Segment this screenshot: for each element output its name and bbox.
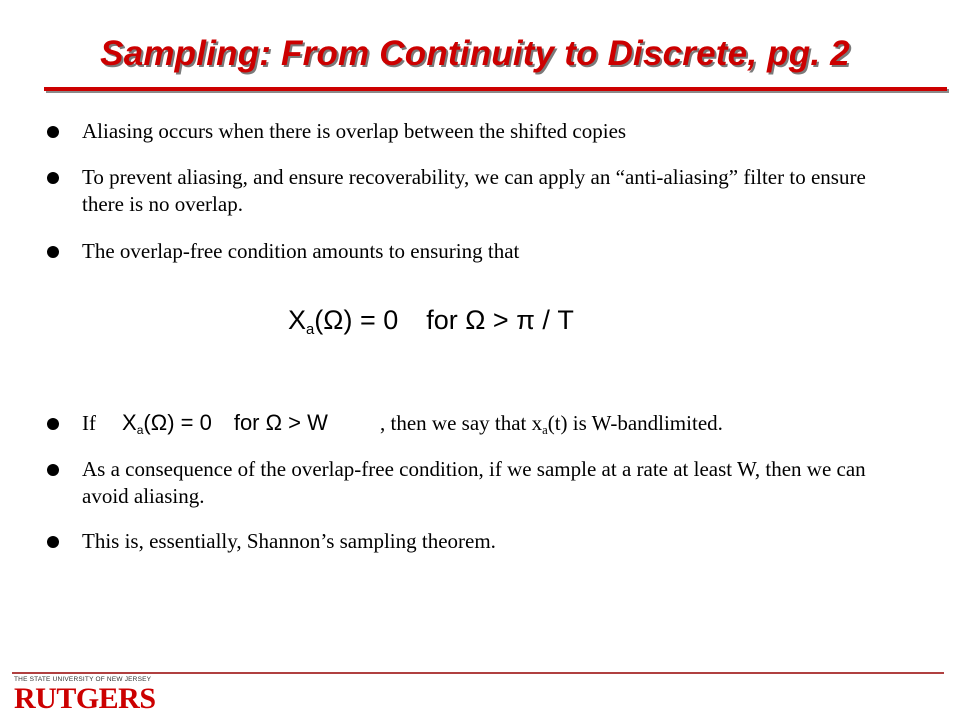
rutgers-logo (14, 676, 156, 718)
bullet-item (82, 238, 922, 265)
equation-bandlimit: $X_a(\Omega) = 0$ for Ω > W (122, 410, 328, 438)
title-underline (44, 87, 947, 91)
bullet-item (82, 164, 882, 218)
slide-title: Sampling: From Continuity to Discrete, pg. 2 (100, 34, 850, 73)
bullet-item (82, 118, 922, 145)
bullet-dot-icon (47, 126, 59, 138)
equation-overlap-free: $X_a(\Omega) = 0$ for Ω > π / T (288, 305, 574, 339)
bullet-dot-icon (47, 464, 59, 476)
bullet-bandlimit-text: , then we say that $x_a(t)$ is W-bandlimited. (380, 411, 723, 437)
bullet-text: Aliasing occurs when there is overlap between the shifted copies (82, 119, 627, 143)
logo-wordmark: RUTGERS (14, 682, 156, 715)
bullet-text: This is, essentially, Shannon’s sampling theorem. (82, 529, 496, 553)
bullet-dot-icon (47, 418, 59, 430)
bullet-text: As a consequence of the overlap-free condition, if we sample at a rate at least W, then we can avoid aliasing. (82, 457, 866, 508)
bullet-dot-icon (47, 536, 59, 548)
footer-rule (12, 672, 944, 674)
logo-subtitle: THE STATE UNIVERSITY OF NEW JERSEY (14, 676, 152, 683)
bullet-dot-icon (47, 246, 59, 258)
bullet-text: To prevent aliasing, and ensure recoverability, we can apply an “anti-aliasing” filter to ensure there is no overlap. (82, 165, 866, 216)
title-block (0, 34, 960, 74)
bullet-item (82, 528, 922, 555)
bullet-dot-icon (47, 172, 59, 184)
bullet-item (82, 456, 902, 510)
bullet-text: The overlap-free condition amounts to ensuring that (82, 239, 520, 263)
bullet-if-label: If (82, 411, 96, 435)
